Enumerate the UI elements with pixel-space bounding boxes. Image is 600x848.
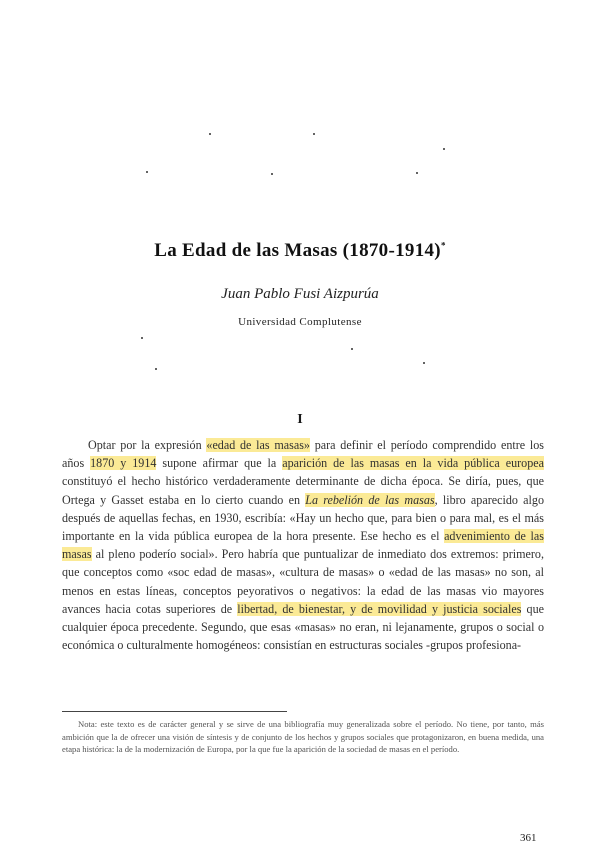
scan-speck — [209, 133, 211, 135]
scan-speck — [141, 337, 143, 339]
scan-speck — [146, 171, 148, 173]
footnote — [62, 718, 544, 756]
title-footnote-mark: * — [440, 240, 446, 251]
highlighted-book-title: La rebelión de las masas — [305, 492, 435, 507]
body-text-run: para definir el período comprendido entre los años — [62, 438, 544, 471]
body-text-run: supone afirmar que la — [156, 456, 283, 471]
scan-speck — [351, 348, 353, 350]
body-text-run: que cualquier época precedente. Segundo, que esas «masas» no eran, ni lejanamente, grupos o social o económica o culturalmente homogéneos: consistían en estructuras sociales -grupos profesiona- — [62, 601, 544, 653]
page-number: 361 — [520, 832, 537, 844]
article-title — [0, 240, 600, 262]
body-text-run: Optar por la expresión — [88, 438, 207, 452]
footnote-text: Nota: este texto es de carácter general y se sirve de una bibliografía muy generalizada sobre el período. No tiene, por tanto, más ambición que la de ofrecer una visión de síntesis y de conjunto de los hechos y grupos sociales que protagonizaron, en buena medida, una etapa histórica: la de la modernización de Europa, por la que fue la aparición de la sociedad de masas en el período. — [62, 719, 544, 755]
highlighted-phrase: 1870 y 1914 — [90, 456, 157, 471]
body-text-run: al pleno poderío social». Pero habría que puntualizar de inmediato dos extremos: primero, que conceptos como «soc edad de masas», «cultura de masas» o «edad de las masas» no son, al menos en estas líneas, conceptos peyorativos o negativos: la edad de las masas vio mayores avances hacia cotas superiores de — [62, 547, 544, 616]
scan-speck — [416, 172, 418, 174]
scan-speck — [423, 362, 425, 364]
section-number: I — [297, 412, 303, 427]
highlighted-phrase: aparición de las masas en la vida pública europea — [282, 456, 544, 471]
author-affiliation: Universidad Complutense — [238, 316, 362, 328]
scan-speck — [313, 133, 315, 135]
scan-speck — [271, 173, 273, 175]
body-text-run: , libro aparecido algo después de aquellas fechas, en 1930, escribía: «Hay un hecho que, para bien o para mal, es el más importante en la vida pública europea de la hora presente. Ese hecho es el — [62, 492, 544, 544]
body-text-run: constituyó el hecho histórico verdaderamente determinante de dicha época. Se diría, pues, que Ortega y Gasset estaba en lo cierto cuando en — [62, 474, 544, 507]
footnote-divider — [62, 711, 287, 712]
author-name: Juan Pablo Fusi Aizpurúa — [221, 286, 379, 302]
body-paragraph — [62, 436, 544, 654]
scan-speck — [155, 368, 157, 370]
article-title-text: La Edad de las Masas (1870-1914) — [154, 240, 441, 261]
highlighted-phrase: advenimiento de las masas — [62, 529, 544, 562]
highlighted-phrase: libertad, de bienestar, y de movilidad y justicia sociales — [237, 601, 522, 616]
highlighted-phrase: «edad de las masas» — [206, 438, 310, 452]
scan-speck — [443, 148, 445, 150]
